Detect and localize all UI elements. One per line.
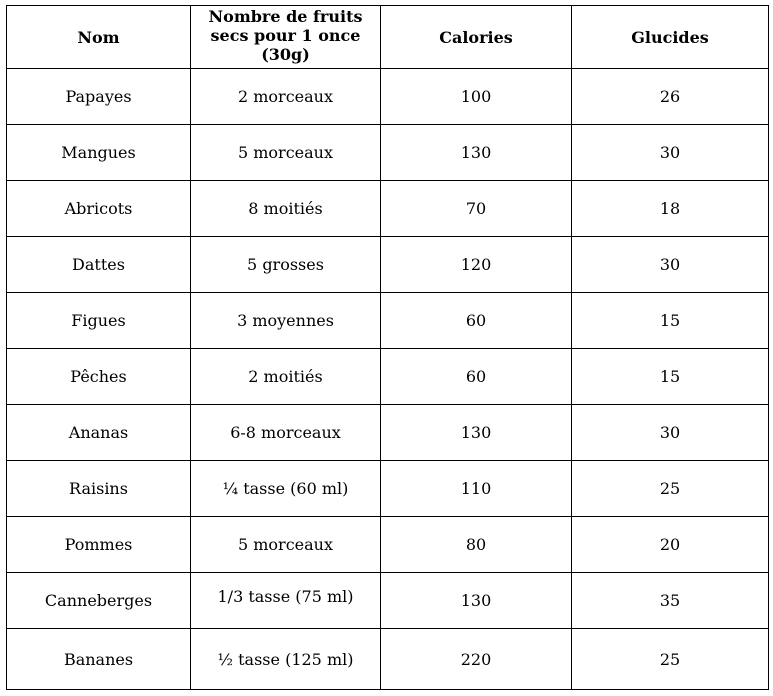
cell-quantite: 5 morceaux — [191, 517, 381, 573]
cell-nom: Dattes — [7, 237, 191, 293]
cell-nom: Papayes — [7, 69, 191, 125]
cell-nom: Pommes — [7, 517, 191, 573]
cell-nom: Raisins — [7, 461, 191, 517]
dried-fruit-table-container — [6, 5, 769, 690]
header-glucides: Glucides — [572, 6, 769, 69]
header-nom: Nom — [7, 6, 191, 69]
cell-quantite: ½ tasse (125 ml) — [191, 629, 381, 690]
table-row — [7, 629, 769, 690]
cell-quantite: 3 moyennes — [191, 293, 381, 349]
cell-calories: 130 — [381, 125, 572, 181]
header-calories: Calories — [381, 6, 572, 69]
cell-glucides: 18 — [572, 181, 769, 237]
cell-glucides: 35 — [572, 573, 769, 629]
cell-calories: 120 — [381, 237, 572, 293]
cell-quantite: 2 moitiés — [191, 349, 381, 405]
header-nombre-fruits — [191, 6, 381, 69]
table-row — [7, 461, 769, 517]
cell-quantite — [191, 573, 381, 629]
cell-nom: Ananas — [7, 405, 191, 461]
table-row — [7, 237, 769, 293]
cell-quantite: ¼ tasse (60 ml) — [191, 461, 381, 517]
table-row — [7, 181, 769, 237]
table-row — [7, 125, 769, 181]
cell-glucides: 25 — [572, 461, 769, 517]
cell-glucides: 15 — [572, 293, 769, 349]
cell-nom: Mangues — [7, 125, 191, 181]
cell-calories: 130 — [381, 405, 572, 461]
cell-calories: 70 — [381, 181, 572, 237]
cell-quantite: 5 morceaux — [191, 125, 381, 181]
cell-calories: 130 — [381, 573, 572, 629]
table-row — [7, 517, 769, 573]
cell-calories: 60 — [381, 349, 572, 405]
table-row — [7, 405, 769, 461]
cell-quantite: 8 moitiés — [191, 181, 381, 237]
cell-calories: 100 — [381, 69, 572, 125]
cell-calories: 220 — [381, 629, 572, 690]
cell-calories: 110 — [381, 461, 572, 517]
header-nombre-fruits-label: Nombre de fruits secs pour 1 once (30g) — [208, 6, 363, 64]
cell-nom: Bananes — [7, 629, 191, 690]
cell-quantite: 6-8 morceaux — [191, 405, 381, 461]
cell-nom: Figues — [7, 293, 191, 349]
cell-glucides: 15 — [572, 349, 769, 405]
table-row — [7, 349, 769, 405]
cell-glucides: 26 — [572, 69, 769, 125]
cell-calories: 60 — [381, 293, 572, 349]
table-row — [7, 293, 769, 349]
cell-quantite-text: 1/3 tasse (75 ml) — [217, 587, 354, 606]
cell-glucides: 30 — [572, 237, 769, 293]
dried-fruit-table — [6, 5, 769, 690]
cell-quantite: 5 grosses — [191, 237, 381, 293]
cell-glucides: 30 — [572, 405, 769, 461]
table-row — [7, 69, 769, 125]
cell-nom: Canneberges — [7, 573, 191, 629]
table-header-row — [7, 6, 769, 69]
cell-glucides: 25 — [572, 629, 769, 690]
table-row — [7, 573, 769, 629]
cell-nom: Pêches — [7, 349, 191, 405]
cell-glucides: 30 — [572, 125, 769, 181]
cell-glucides: 20 — [572, 517, 769, 573]
cell-calories: 80 — [381, 517, 572, 573]
cell-quantite: 2 morceaux — [191, 69, 381, 125]
cell-nom: Abricots — [7, 181, 191, 237]
